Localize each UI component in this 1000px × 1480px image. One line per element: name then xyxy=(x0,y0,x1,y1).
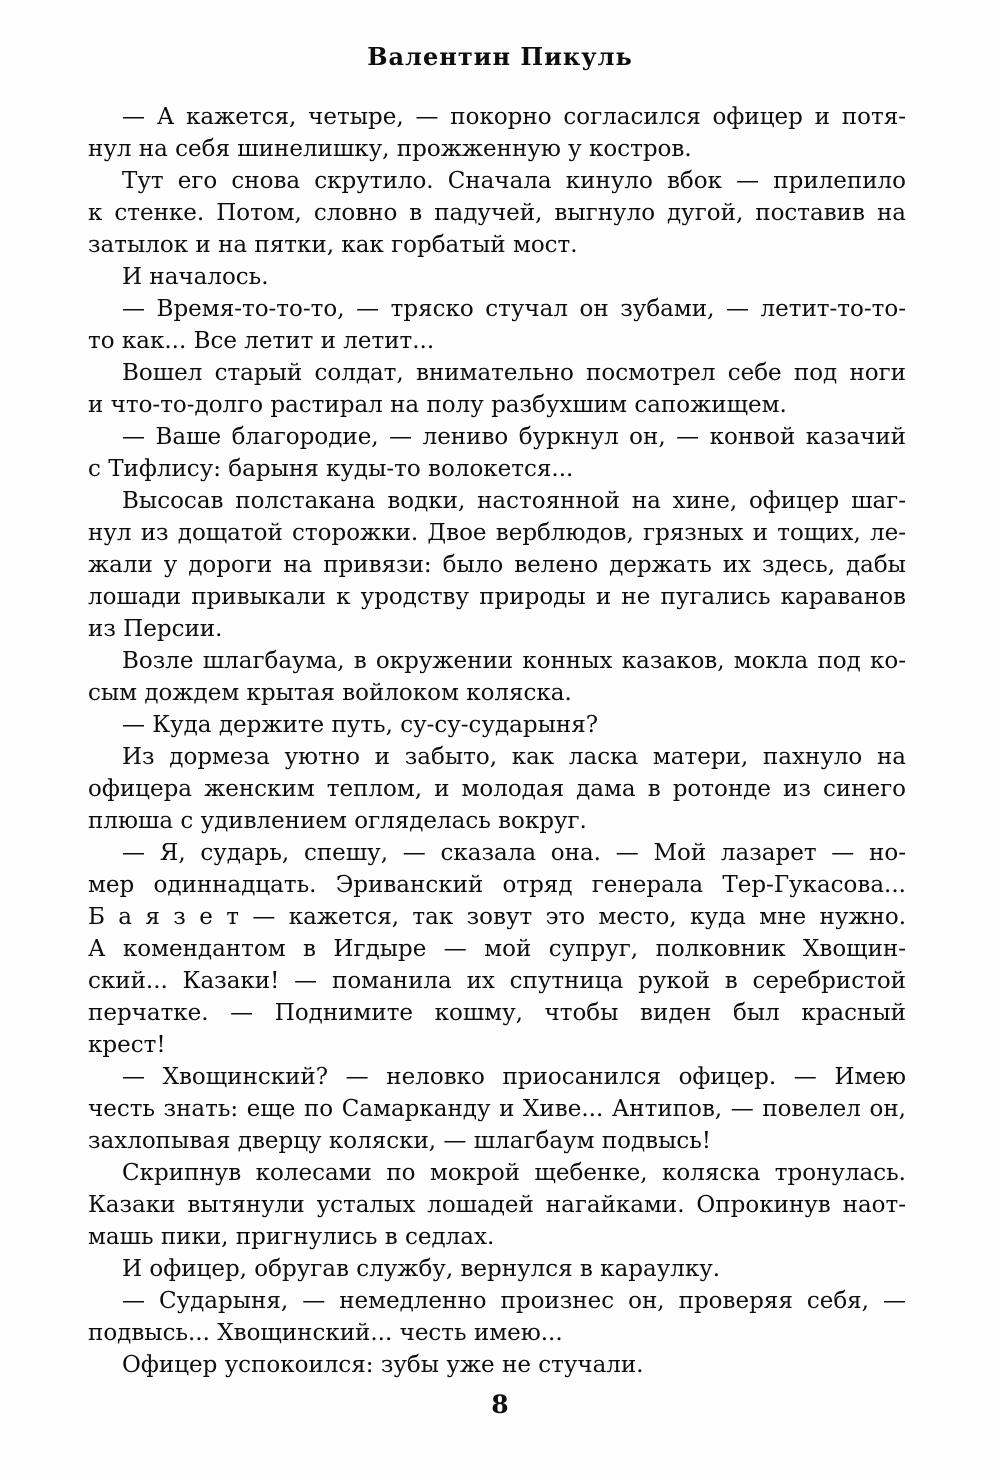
paragraph xyxy=(88,261,906,293)
text-line: нул на себя шинелишку, прожженную у костров. xyxy=(88,136,692,162)
page-text xyxy=(88,101,906,1381)
book-author-header: Валентин Пикуль xyxy=(367,42,633,71)
text-line: нул из дощатой сторожки. Двое верблюдов, грязных и тощих, ле- xyxy=(88,520,906,546)
paragraph xyxy=(88,645,906,709)
text-line: перчатке. — Поднимите кошму, чтобы виден был красный xyxy=(88,1000,906,1026)
paragraph xyxy=(88,1349,906,1381)
paragraph xyxy=(88,165,906,261)
text-line: Б а я з е т — кажется, так зовут это место, куда мне нужно. xyxy=(88,904,906,930)
text-line: сым дождем крытая войлоком коляска. xyxy=(88,680,572,706)
paragraph xyxy=(88,101,906,165)
text-line: И офицер, обругав службу, вернулся в караулку. xyxy=(122,1256,721,1282)
text-line: честь знать: еще по Самарканду и Хиве... Антипов, — повелел он, xyxy=(88,1096,906,1122)
text-line: ский... Казаки! — поманила их спутница рукой в серебристой xyxy=(88,968,906,994)
text-line: — А кажется, четыре, — покорно согласился офицер и потя- xyxy=(122,104,906,130)
text-line: затылок и на пятки, как горбатый мост. xyxy=(88,232,578,258)
text-line: — Хвощинский? — неловко приосанился офицер. — Имею xyxy=(122,1064,906,1090)
text-line: Вошел старый солдат, внимательно посмотрел себе под ноги xyxy=(122,360,906,386)
paragraph xyxy=(88,485,906,645)
paragraph xyxy=(88,1285,906,1349)
text-line: плюша с удивлением огляделась вокруг. xyxy=(88,808,587,834)
text-line: мер одиннадцать. Эриванский отряд генерала Тер-Гукасова... xyxy=(88,872,906,898)
paragraph xyxy=(88,741,906,837)
text-line: из Персии. xyxy=(88,616,223,642)
text-line: — Куда держите путь, су-су-сударыня? xyxy=(122,712,599,738)
text-line: Офицер успокоился: зубы уже не стучали. xyxy=(122,1352,644,1378)
text-line: лошади привыкали к уродству природы и не пугались караванов xyxy=(88,584,906,610)
text-line: захлопывая дверцу коляски, — шлагбаум подвысь! xyxy=(88,1128,712,1154)
paragraph xyxy=(88,837,906,1061)
text-line: Казаки вытянули усталых лошадей нагайками. Опрокинув наот- xyxy=(88,1192,906,1218)
text-line: с Тифлису: барыня куды-то волокется... xyxy=(88,456,574,482)
text-line: жали у дороги на привязи: было велено держать их здесь, дабы xyxy=(88,552,906,578)
text-line: и что-то-долго растирал на полу разбухшим сапожищем. xyxy=(88,392,787,418)
text-line: — Сударыня, — немедленно произнес он, проверяя себя, — xyxy=(122,1288,906,1314)
text-line: офицера женским теплом, и молодая дама в ротонде из синего xyxy=(88,776,906,802)
text-line: к стенке. Потом, словно в падучей, выгнуло дугой, поставив на xyxy=(88,200,906,226)
text-line: — Время-то-то-то, — тряско стучал он зубами, — летит-то-то- xyxy=(122,296,906,322)
text-line: крест! xyxy=(88,1032,166,1058)
text-line: Тут его снова скрутило. Сначала кинуло вбок — прилепило xyxy=(122,168,906,194)
paragraph xyxy=(88,1253,906,1285)
text-line: подвысь... Хвощинский... честь имею... xyxy=(88,1320,563,1346)
text-line: И началось. xyxy=(122,264,269,290)
text-line: А комендантом в Игдыре — мой супруг, полковник Хвощин- xyxy=(88,936,906,962)
paragraph xyxy=(88,1061,906,1157)
text-line: Возле шлагбаума, в окружении конных казаков, мокла под ко- xyxy=(122,648,906,674)
paragraph xyxy=(88,421,906,485)
paragraph xyxy=(88,709,906,741)
paragraph xyxy=(88,293,906,357)
paragraph xyxy=(88,1157,906,1253)
text-line: — Я, сударь, спешу, — сказала она. — Мой лазарет — но- xyxy=(122,840,906,866)
text-line: — Ваше благородие, — лениво буркнул он, — конвой казачий xyxy=(122,424,906,450)
text-line: Высосав полстакана водки, настоянной на хине, офицер шаг- xyxy=(122,488,906,514)
paragraph xyxy=(88,357,906,421)
text-line: Скрипнув колесами по мокрой щебенке, коляска тронулась. xyxy=(122,1160,906,1186)
page-number: 8 xyxy=(491,1390,509,1419)
text-line: Из дормеза уютно и забыто, как ласка матери, пахнуло на xyxy=(122,744,906,770)
text-line: машь пики, пригнулись в седлах. xyxy=(88,1224,495,1250)
text-line: то как... Все летит и летит... xyxy=(88,328,435,354)
